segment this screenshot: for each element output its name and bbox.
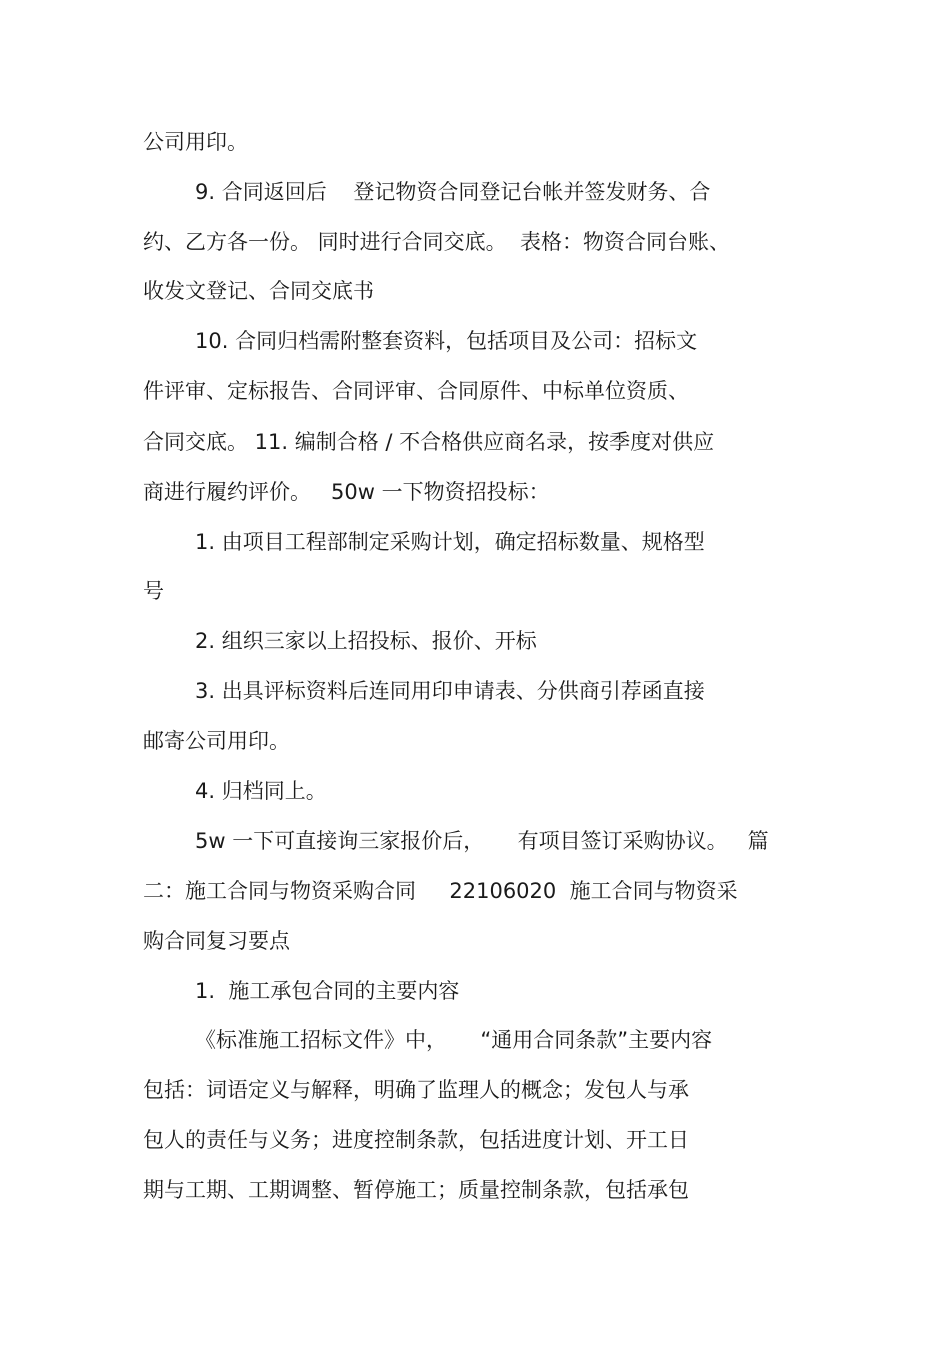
text-line-16: 二：施工合同与物资采购合同 22106020 施工合同与物资采	[143, 879, 738, 903]
text-line-21: 包人的责任与义务；进度控制条款，包括进度计划、开工日	[143, 1128, 689, 1152]
text-line-11: 2. 组织三家以上招投标、报价、开标	[195, 629, 537, 653]
text-line-2: 9. 合同返回后 登记物资合同登记台帐并签发财务、合	[195, 180, 711, 204]
text-line-8: 商进行履约评价。 50w 一下物资招投标：	[143, 480, 550, 504]
text-line-13: 邮寄公司用印。	[143, 729, 290, 753]
text-line-19: 《标准施工招标文件》中， “通用合同条款”主要内容	[195, 1028, 713, 1052]
text-line-4: 收发文登记、合同交底书	[143, 279, 374, 303]
text-line-5: 10. 合同归档需附整套资料，包括项目及公司：招标文	[195, 329, 698, 353]
text-line-6: 件评审、定标报告、合同评审、合同原件、中标单位资质、	[143, 379, 689, 403]
text-line-3: 约、乙方各一份。 同时进行合同交底。 表格：物资合同台账、	[143, 230, 731, 254]
text-line-9: 1. 由项目工程部制定采购计划，确定招标数量、规格型	[195, 530, 705, 554]
text-line-20: 包括：词语定义与解释，明确了监理人的概念；发包人与承	[143, 1078, 689, 1102]
text-line-15: 5w 一下可直接询三家报价后， 有项目签订采购协议。 篇	[195, 829, 769, 853]
text-line-18: 1. 施工承包合同的主要内容	[195, 979, 460, 1003]
text-line-1: 公司用印。	[143, 130, 248, 154]
text-line-7: 合同交底。 11. 编制合格 / 不合格供应商名录，按季度对供应	[143, 430, 715, 454]
text-line-12: 3. 出具评标资料后连同用印申请表、分供商引荐函直接	[195, 679, 705, 703]
text-line-22: 期与工期、工期调整、暂停施工；质量控制条款，包括承包	[143, 1178, 689, 1202]
text-line-10: 号	[143, 579, 164, 603]
text-line-17: 购合同复习要点	[143, 929, 290, 953]
text-line-14: 4. 归档同上。	[195, 779, 327, 803]
